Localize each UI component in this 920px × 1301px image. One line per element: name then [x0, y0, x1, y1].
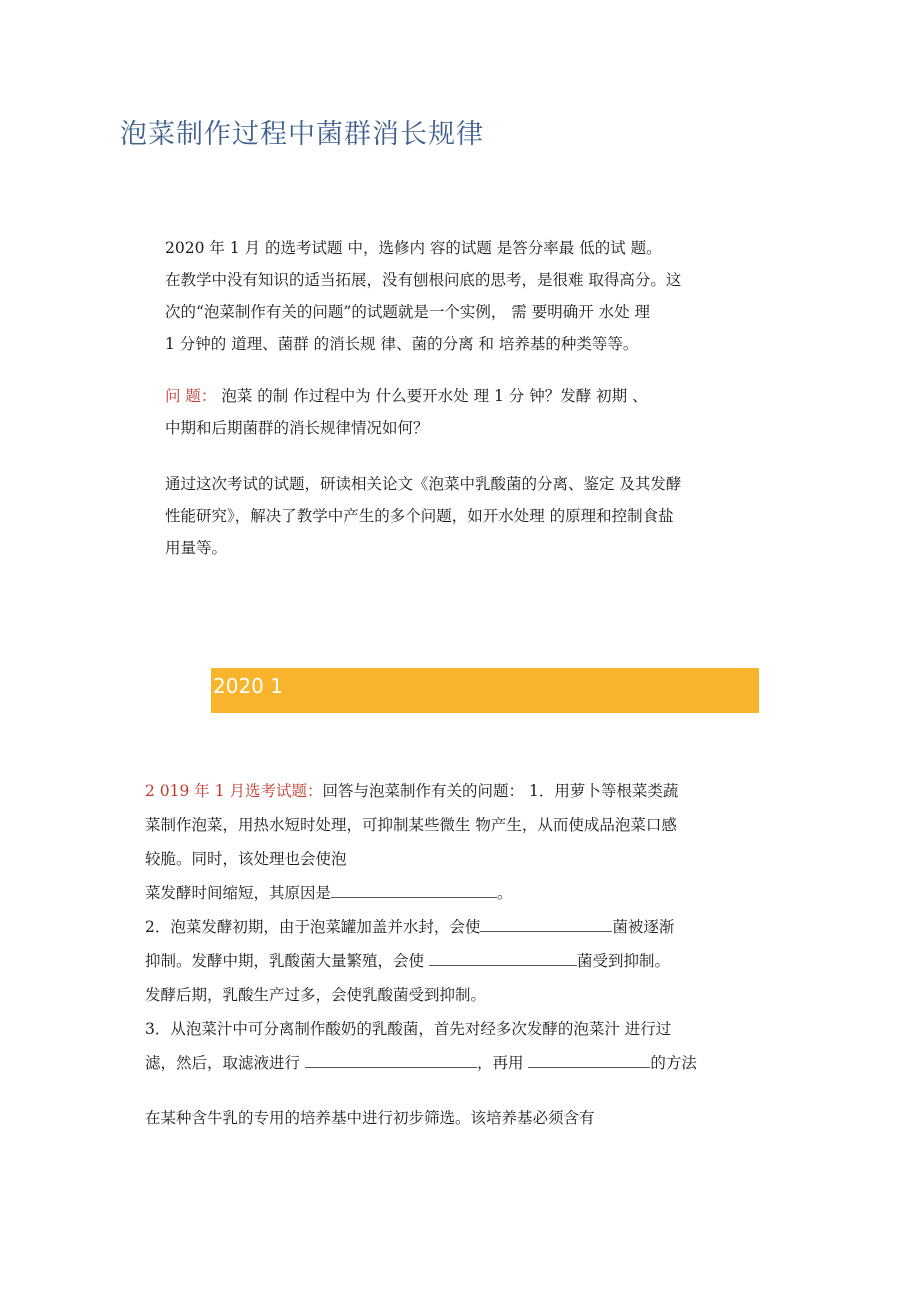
exam-line: 2．泡菜发酵初期，由于泡菜罐加盖并水封，会使: [145, 918, 481, 936]
intro-paragraph: [165, 232, 750, 360]
exam-question: [145, 774, 760, 1080]
exam-line-end: 的方法: [650, 1054, 697, 1072]
last-line: 在某种含牛乳的专用的培养基中进行初步筛选。该培养基必须含有: [145, 1109, 595, 1127]
answer-blank[interactable]: [480, 913, 612, 932]
intro-line: 2020 年 1 月 的选考试题 中，选修内 容的试题 是答分率最 低的试 题。: [165, 239, 662, 257]
study-paragraph: [165, 468, 755, 564]
question-text-2: 中期和后期菌群的消长规律情况如何？: [165, 419, 429, 437]
exam-line: 发酵后期，乳酸生产过多，会使乳酸菌受到抑制。: [145, 986, 487, 1004]
intro-line: 在教学中没有知识的适当拓展，没有刨根问底的思考，是很难 取得高分。这: [165, 271, 682, 289]
exam-line: 滤，然后，取滤液进行: [145, 1054, 305, 1072]
page-title: 泡菜制作过程中菌群消长规律: [120, 119, 484, 150]
exam-line: 较脆。同时，该处理也会使泡: [145, 850, 347, 868]
study-line: 用量等。: [165, 539, 228, 557]
exam-line: 3．从泡菜汁中可分离制作酸奶的乳酸菌，首先对经多次发酵的泡菜汁 进行过: [145, 1020, 672, 1038]
exam-line-end: 菌受到抑制。: [576, 952, 670, 970]
question-paragraph: [165, 380, 750, 444]
answer-blank[interactable]: [429, 947, 577, 966]
section-banner: [211, 668, 759, 713]
exam-line-mid: ，再用: [476, 1054, 529, 1072]
exam-line-end: 。: [497, 884, 513, 902]
question-text: 泡菜 的制 作过程中为 什么要开水处 理 1 分 钟？发酵 初期 、: [216, 387, 648, 405]
answer-blank[interactable]: [305, 1049, 477, 1068]
intro-line: 次的“泡菜制作有关的问题”的试题就是一个实例， 需 要明确开 水处 理: [165, 303, 651, 321]
exam-label: 2 019 年 1 月选考试题：: [145, 782, 323, 800]
study-line: 通过这次考试的试题，研读相关论文《泡菜中乳酸菌的分离、鉴定 及其发酵: [165, 475, 682, 493]
intro-line: 1 分钟的 道理、菌群 的消长规 律、菌的分离 和 培养基的种类等等。: [165, 335, 639, 353]
study-line: 性能研究》，解决了教学中产生的多个问题，如开水处理 的原理和控制食盐: [165, 507, 674, 525]
question-label: 问 题：: [165, 387, 217, 405]
exam-line: 回答与泡菜制作有关的问题： 1．用萝卜等根菜类蔬: [322, 782, 679, 800]
exam-line-end: 菌被逐渐: [612, 918, 675, 936]
exam-line: 抑制。发酵中期，乳酸菌大量繁殖，会使: [145, 952, 429, 970]
answer-blank[interactable]: [331, 879, 497, 898]
exam-line: 菜发酵时间缩短，其原因是: [145, 884, 332, 902]
banner-text: 2020 1: [213, 674, 283, 698]
exam-line: 菜制作泡菜，用热水短时处理，可抑制某些微生 物产生，从而使成品泡菜口感: [145, 816, 677, 834]
answer-blank[interactable]: [528, 1049, 650, 1068]
